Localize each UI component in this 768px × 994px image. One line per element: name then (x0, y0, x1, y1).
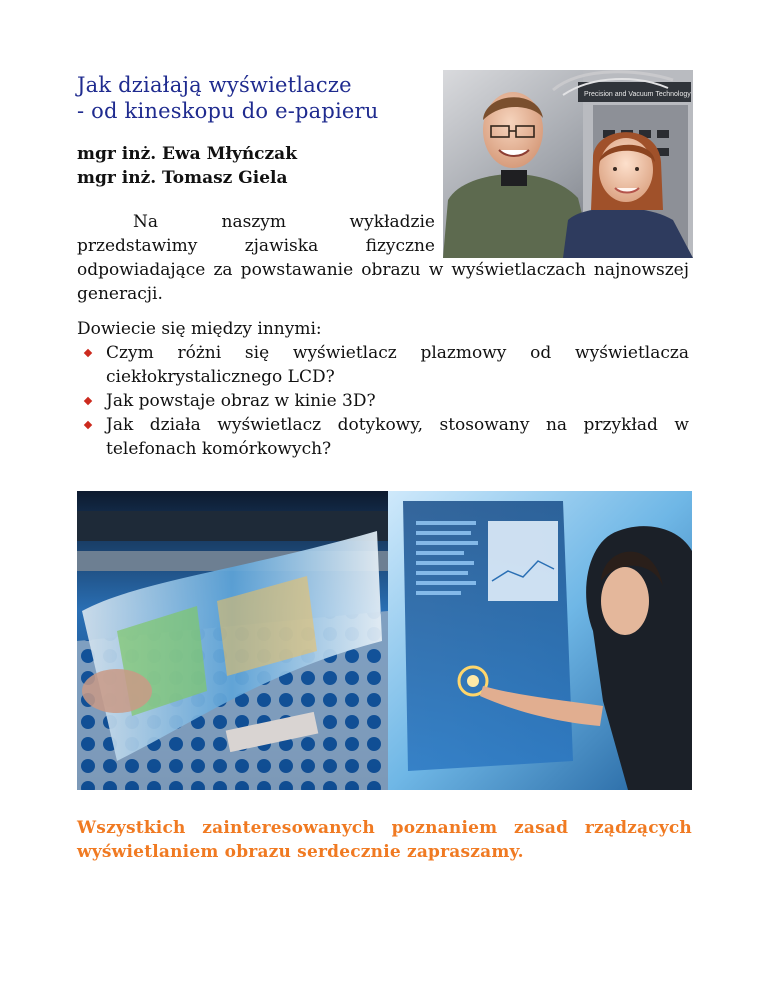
flexible-display-photo (77, 491, 388, 790)
poster-title (77, 72, 437, 124)
list-item: Jak powstaje obraz w kinie 3D? (77, 389, 689, 413)
flexible-display-illustration (77, 491, 388, 790)
intro-rest: odpowiadające za powstawanie obrazu w wyświetlaczach najnowszej generacji. (77, 260, 689, 304)
lead-text: Dowiecie się między innymi: (77, 319, 322, 339)
closing-invitation: Wszystkich zainteresowanych poznaniem zasad rządzących wyświetlaniem obrazu serdecznie zapraszamy. (77, 818, 692, 862)
diamond-bullet-icon (84, 349, 92, 357)
title-line-2: - od kineskopu do e-papieru (77, 99, 379, 123)
touchscreen-illustration (388, 491, 692, 790)
lab-sign-text: Precision and Vacuum Technology (584, 91, 691, 98)
author-2: mgr inż. Tomasz Giela (77, 168, 288, 188)
question-list (77, 341, 689, 461)
lecturers-photo (443, 70, 693, 258)
list-item: Czym różni się wyświetlacz plazmowy od wyświetlacza ciekłokrystalicznego LCD? (77, 341, 689, 389)
intro-line-2: przedstawimy zjawiska fizyczne (77, 236, 435, 256)
diamond-bullet-icon (84, 421, 92, 429)
authors (77, 142, 437, 190)
list-item: Jak działa wyświetlacz dotykowy, stosowany na przykład w telefonach komórkowych? (77, 413, 689, 461)
diamond-bullet-icon (84, 397, 92, 405)
author-1: mgr inż. Ewa Młyńczak (77, 144, 297, 164)
intro-line-1: Na naszym wykładzie (133, 212, 435, 232)
lecturers-photo-illustration (443, 70, 693, 258)
title-line-1: Jak działają wyświetlacze (77, 73, 352, 97)
touchscreen-photo (388, 491, 692, 790)
